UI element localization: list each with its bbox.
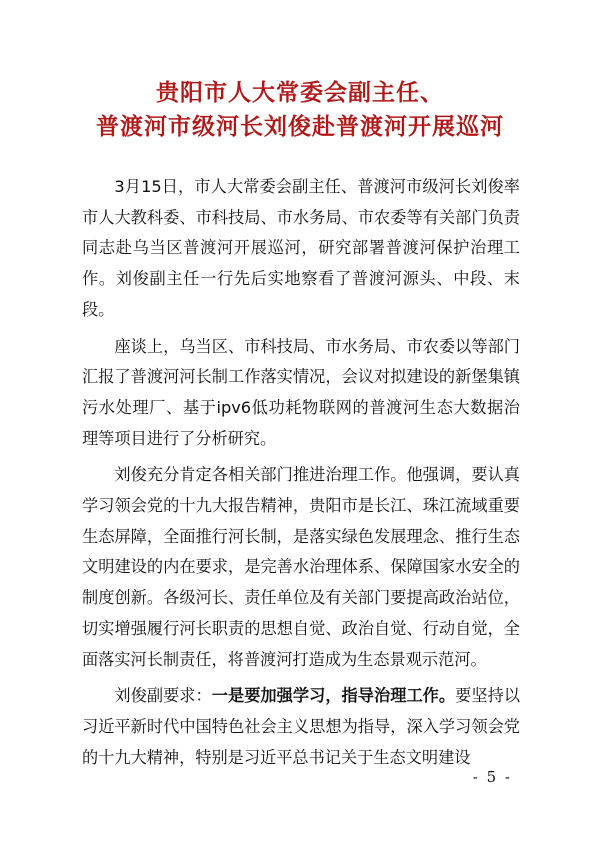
paragraph-3: 刘俊充分肯定各相关部门推进治理工作。他强调，要认真学习领会党的十九大报告精神，贵阳市是长江、珠江流域重要生态屏障，全面推行河长制，是落实绿色发展理念、推行生态文明建设的内在要求，是完善水治理体系、保障国家水安全的制度创新。各级河长、责任单位及有关部门要提高政治站位，切实增强履行河长职责的思想自觉、政治自觉、行动自觉，全面落实河长制责任，将普渡河打造成为生态景观示范河。 [82,465,520,669]
paragraph-4-text: 要坚持以习近平新时代中国特色社会主义思想为指导，深入学习领会党的十九大精神，特别是习近平总书记关于生态文明建设 [82,686,521,767]
page-number: - 5 - [472,768,512,786]
paragraph-1: 3月15日，市人大常委会副主任、普渡河市级河长刘俊率市人大教科委、市科技局、市水务局、市农委等有关部门负责同志赴乌当区普渡河开展巡河，研究部署普渡河保护治理工作。刘俊副主任一行先后实地察看了普渡河源头、中段、末段。 [82,177,520,319]
paragraph-4-bold-heading: 一是要加强学习，指导治理工作。 [211,686,456,706]
paragraph-2: 座谈上，乌当区、市科技局、市水务局、市农委以等部门汇报了普渡河河长制工作落实情况，会议对拟建设的新堡集镇污水处理厂、基于ipv6低功耗物联网的普渡河生态大数据治理等项目进行了分析研究。 [82,336,520,448]
paragraph-4 [82,681,520,773]
document-body [82,172,520,779]
document-title-line-2: 普渡河市级河长刘俊赴普渡河开展巡河 [96,113,504,140]
document-title-line-1: 贵阳市人大常委会副主任、 [156,79,444,106]
paragraph-4-lead: 刘俊副要求： [114,686,212,706]
